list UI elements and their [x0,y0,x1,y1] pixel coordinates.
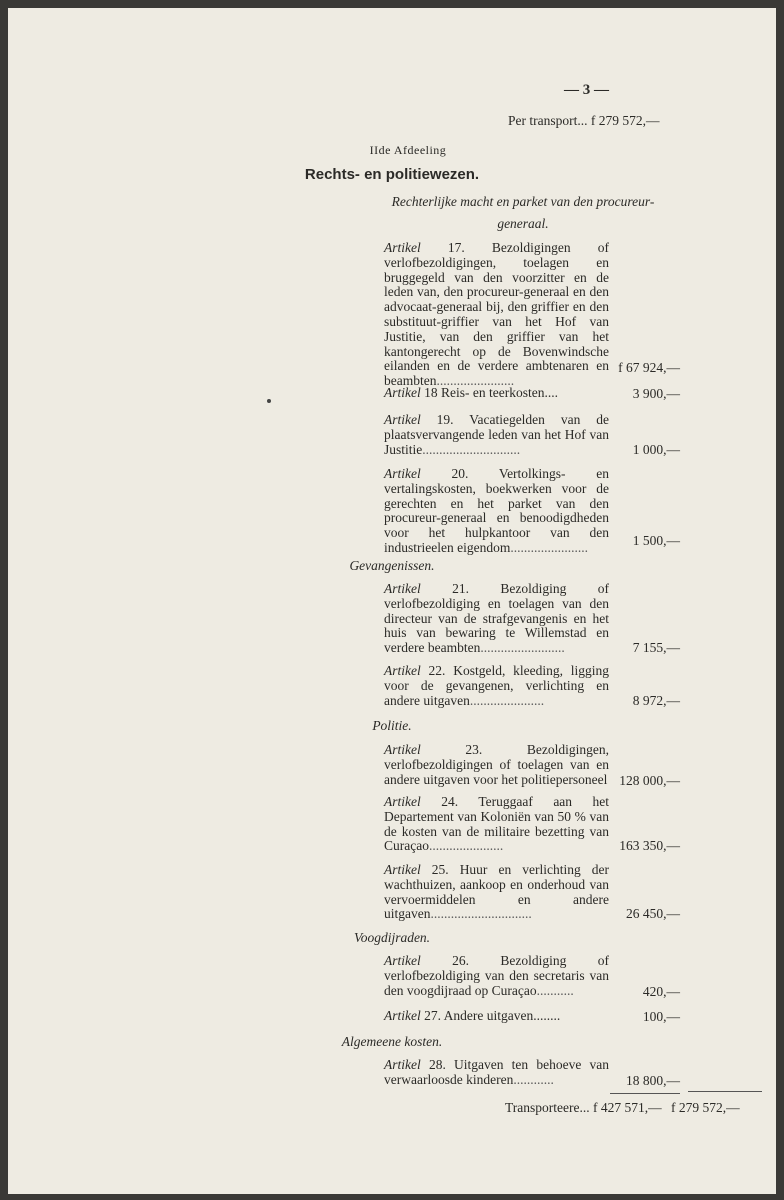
amount-17: f 67 924,— [618,360,680,375]
footer-amount-1: f 427 571,— [592,1100,662,1115]
group-heading-voogdijraden: Voogdijraden. [353,930,431,945]
article-27: Artikel 27. Andere uitgaven........ [384,1008,561,1023]
group-heading-rechterlijke: Rechterlijke macht en parket van den procureur-generaal. [391,194,655,231]
amount-21: 7 155,— [632,640,680,655]
article-19: Artikel 19. Vacatiegelden van de plaatsvervangende leden van het Hof van Justitie............................. [384,412,609,457]
group-heading-algemeene: Algemeene kosten. [341,1034,443,1049]
transport-line [508,113,659,129]
transport-label: Per transport... [508,113,588,128]
footer-transport [505,1100,740,1116]
page-title: Rechts- en politiewezen. [304,166,480,183]
amount-28: 18 800,— [626,1073,680,1088]
document-page [8,8,776,1194]
footer-label: Transporteere... [505,1100,590,1115]
article-25: Artikel 25. Huur en verlichting der wachthuizen, aankoop en onderhoud van vervoermiddelen en andere uitgaven.............................. [384,862,609,922]
amount-19: 1 000,— [632,442,680,457]
amount-26: 420,— [642,984,680,999]
article-18: Artikel 18 Reis- en teerkosten.... [384,385,558,400]
sum-rule-1 [610,1093,680,1094]
page-number: — 3 — [564,82,609,98]
article-17: Artikel 17. Bezoldigingen of verlofbezoldigingen, toelagen en bruggegeld van den voorzitter en de leden van, den procureur-generaal en den advocaat-generaal bij, den griffier en den substituut-griffier van het Hof van Justitie, van den griffier van het kantongerecht op de Bovenwindsche eilanden en de verdere ambtenaren en beambten....................... [384,240,610,389]
amount-18: 3 900,— [632,386,680,401]
article-22: Artikel 22. Kostgeld, kleeding, ligging voor de gevangenen, verlichting en andere uitgaven...................... [384,663,610,708]
sum-rule-2 [688,1091,762,1092]
group-heading-politie: Politie. [372,718,412,733]
amount-27: 100,— [642,1009,680,1024]
amount-24: 163 350,— [619,838,680,853]
article-26: Artikel 26. Bezoldiging of verlofbezoldiging van den secretaris van den voogdijraad op Curaçao........... [384,953,609,998]
article-24: Artikel 24. Teruggaaf aan het Departement van Koloniën van 50 % van de kosten van de militaire bezetting van Curaçao...................... [384,794,610,854]
footer-amount-2: f 279 572,— [670,1100,740,1115]
amount-25: 26 450,— [626,906,680,921]
article-21: Artikel 21. Bezoldiging of verlofbezoldiging en toelagen van den directeur van de strafgevangenis en het huis van bewaring te Willemstad en verdere beambten......................... [384,581,609,656]
ink-speck [267,399,271,403]
article-20: Artikel 20. Vertolkings- en vertalingskosten, boekwerken voor de gerechten en het parket van den procureur-generaal en benoodigdheden voor het hulpkantoor van den industrieelen eigendom....................... [384,466,610,555]
group-heading-gevangenissen: Gevangenissen. [349,558,435,573]
amount-23: 128 000,— [619,773,680,788]
section-heading: IIde Afdeeling [369,143,447,157]
article-28: Artikel 28. Uitgaven ten behoeve van verwaarloosde kinderen............ [384,1057,609,1087]
article-23: Artikel 23. Bezoldigingen, verlofbezoldigingen of toelagen van en andere uitgaven voor het politiepersoneel [384,742,610,787]
amount-20: 1 500,— [632,533,680,548]
amount-22: 8 972,— [632,693,680,708]
transport-amount: f 279 572,— [590,113,660,128]
